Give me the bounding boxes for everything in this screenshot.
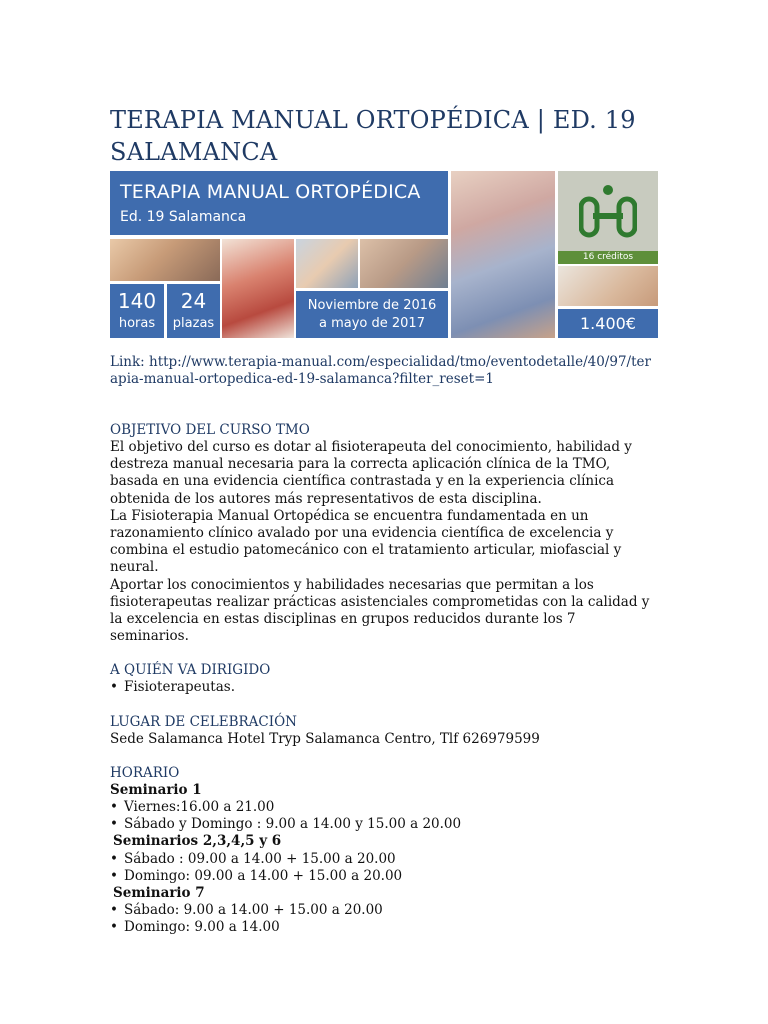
audience-list — [110, 679, 658, 696]
objective-paragraph-3: Aportar los conocimientos y habilidades necesarias que permitan a los fisioterapeutas realizar prácticas asistenciales comprometidas con la calidad y la excelencia en estas disciplinas en grupos reducidos durante los 7 seminarios. — [110, 576, 650, 645]
seats-value: 24 — [180, 289, 207, 313]
list-item: • Domingo: 09.00 a 14.00 + 15.00 a 20.00 — [110, 868, 658, 885]
schedule-list — [110, 851, 658, 885]
banner-title-block — [110, 171, 448, 235]
course-banner — [110, 171, 658, 338]
list-item: • Domingo: 9.00 a 14.00 — [110, 919, 658, 936]
venue-text: Sede Salamanca Hotel Tryp Salamanca Centro, Tlf 626979599 — [110, 730, 540, 747]
schedule-heading: HORARIO — [110, 764, 180, 781]
audience-section — [110, 662, 658, 696]
hours-label: horas — [118, 316, 156, 331]
therapy-photo — [296, 239, 358, 288]
dates-badge — [296, 291, 448, 338]
accreditation-logo-icon — [579, 183, 637, 239]
schedule-group-title: Seminario 1 — [110, 781, 202, 798]
hours-value: 140 — [117, 289, 157, 313]
list-item: • Sábado : 09.00 a 14.00 + 15.00 a 20.00 — [110, 851, 658, 868]
price-badge: 1.400€ — [558, 309, 658, 338]
schedule-section — [110, 765, 658, 937]
banner-heading: TERAPIA MANUAL ORTOPÉDICA — [120, 181, 421, 203]
list-item: • Sábado y Domingo : 9.00 a 14.00 y 15.00 a 20.00 — [110, 816, 658, 833]
document-page — [110, 104, 658, 954]
anatomy-illustration — [222, 239, 294, 338]
schedule-group-title: Seminarios 2,3,4,5 y 6 — [113, 833, 282, 850]
schedule-list — [110, 902, 658, 936]
objective-heading: OBJETIVO DEL CURSO TMO — [110, 422, 310, 438]
venue-section — [110, 714, 658, 748]
manual-therapy-photo — [360, 239, 448, 288]
seats-badge — [167, 284, 220, 338]
banner-edition: Ed. 19 Salamanca — [120, 209, 247, 225]
list-item: • Viernes:16.00 a 21.00 — [110, 799, 658, 816]
list-item: • Fisioterapeutas. — [110, 679, 658, 696]
page-title: TERAPIA MANUAL ORTOPÉDICA | ED. 19 SALAMANCA — [110, 106, 636, 166]
credits-label: 16 créditos — [558, 251, 658, 264]
accreditation-block — [558, 171, 658, 263]
venue-heading: LUGAR DE CELEBRACIÓN — [110, 713, 297, 730]
dates-line-1: Noviembre de 2016 — [307, 298, 437, 313]
hours-badge — [110, 284, 164, 338]
objective-section — [110, 422, 658, 645]
objective-paragraph-2: La Fisioterapia Manual Ortopédica se encuentra fundamentada en un razonamiento clínico avalado por una evidencia científica de excelencia y combina el estudio patomecánico con el tratamiento articular, miofascial y neural. — [110, 507, 622, 576]
course-link[interactable]: Link: http://www.terapia-manual.com/especialidad/tmo/eventodetalle/40/97/terapia-manual-ortopedica-ed-19-salamanca?filter_reset=1 — [110, 354, 651, 387]
objective-paragraph-1: El objetivo del curso es dotar al fisioterapeuta del conocimiento, habilidad y destreza manual necesaria para la correcta aplicación clínica de la TMO, basada en una evidencia científica contrastada y en la experiencia clínica obtenida de los autores más representativos de esta disciplina. — [110, 439, 632, 507]
seats-label: plazas — [172, 316, 215, 331]
hand-photo — [110, 239, 220, 281]
schedule-group-title: Seminario 7 — [113, 885, 205, 902]
glove-photo — [558, 266, 658, 306]
schedule-list — [110, 799, 658, 833]
list-item: • Sábado: 9.00 a 14.00 + 15.00 a 20.00 — [110, 902, 658, 919]
patient-photo — [451, 171, 555, 338]
dates-line-2: a mayo de 2017 — [319, 316, 425, 331]
audience-heading: A QUIÉN VA DIRIGIDO — [110, 662, 271, 679]
